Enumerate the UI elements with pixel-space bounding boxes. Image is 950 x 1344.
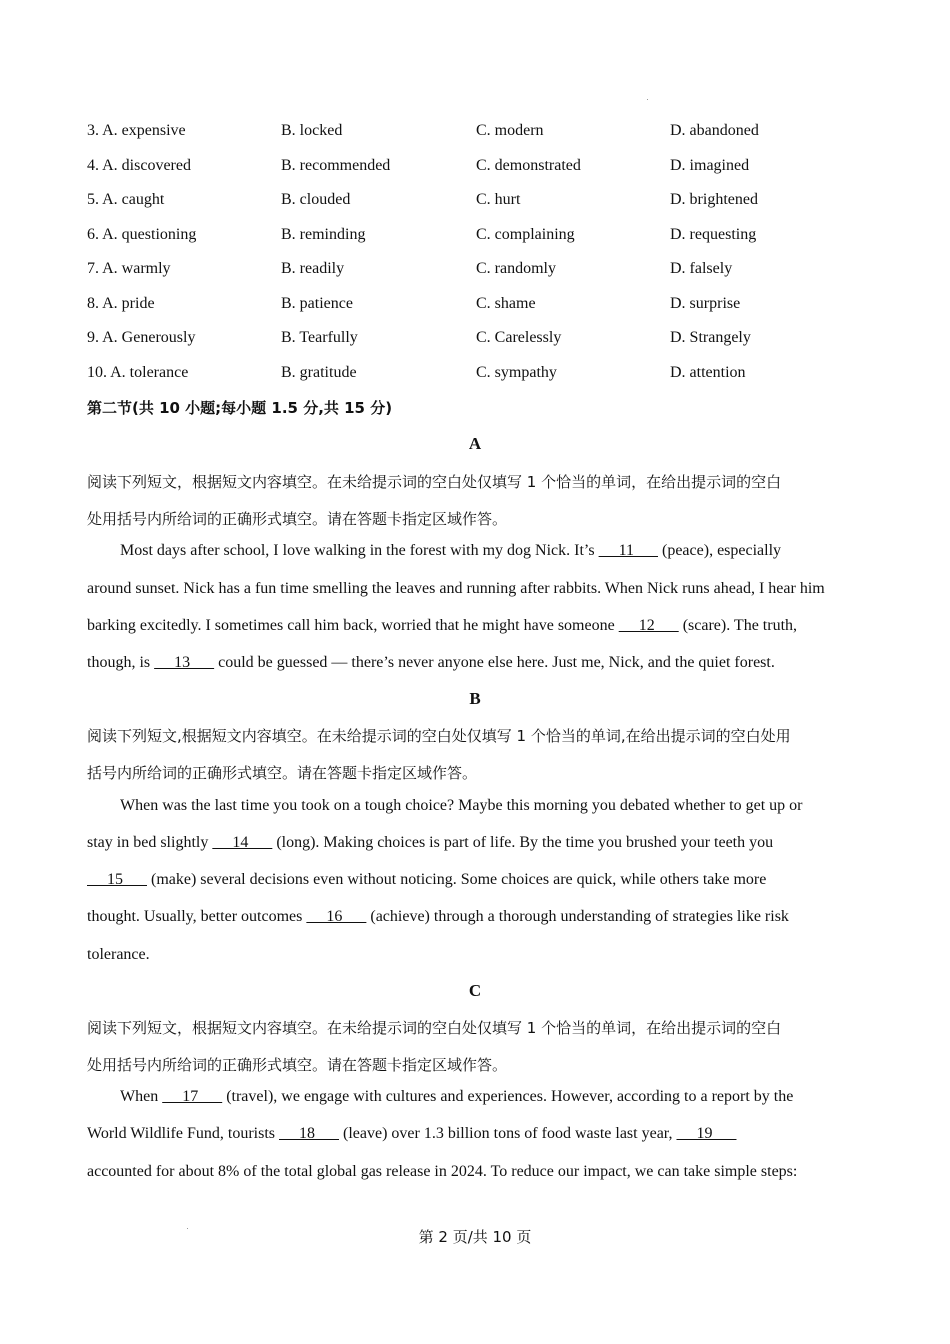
- blank-17[interactable]: 17: [162, 1088, 223, 1105]
- passage-line: thought. Usually, better outcomes 16 (achieve) through a thorough understanding of strategies like risk: [87, 908, 789, 925]
- page-footer: [0, 1226, 950, 1247]
- passage-line: stay in bed slightly 14 (long). Making choices is part of life. By the time you brushed your teeth you: [87, 834, 774, 851]
- page-number: 第 2 页/共 10 页: [418, 1228, 532, 1246]
- option-d: D. requesting: [670, 226, 757, 243]
- option-a: 6. A. questioning: [87, 226, 197, 243]
- passage-line: Most days after school, I love walking in the forest with my dog Nick. It’s 11 (peace), especially: [120, 542, 782, 559]
- blank-11[interactable]: 11: [598, 542, 658, 559]
- option-c: C. Carelessly: [476, 329, 562, 346]
- option-a: 4. A. discovered: [87, 157, 191, 174]
- option-b: B. Tearfully: [281, 329, 358, 346]
- option-c: C. sympathy: [476, 364, 557, 381]
- passage-line: When was the last time you took on a tough choice? Maybe this morning you debated whether to get up or: [120, 797, 803, 814]
- option-c: C. modern: [476, 122, 544, 139]
- instruction-line: 括号内所给词的正确形式填空。请在答题卡指定区域作答。: [87, 764, 478, 782]
- option-a: 9. A. Generously: [87, 329, 196, 346]
- option-b: B. patience: [281, 295, 353, 312]
- option-d: D. abandoned: [670, 122, 759, 139]
- passage-letter-b: B: [469, 689, 481, 708]
- passage-line: World Wildlife Fund, tourists 18 (leave) over 1.3 billion tons of food waste last year, 19: [87, 1125, 737, 1142]
- instruction-line: 阅读下列短文,根据短文内容填空。在未给提示词的空白处仅填写 1 个恰当的单词,在给出提示词的空白处用: [87, 727, 791, 745]
- option-c: C. randomly: [476, 260, 556, 277]
- instruction-line: 阅读下列短文，根据短文内容填空。在未给提示词的空白处仅填写 1 个恰当的单词，在给出提示词的空白: [87, 1019, 782, 1037]
- option-d: D. brightened: [670, 191, 758, 208]
- option-b: B. clouded: [281, 191, 351, 208]
- option-a: 7. A. warmly: [87, 260, 171, 277]
- passage-letter-c: C: [468, 981, 482, 1000]
- scan-dot: [647, 99, 648, 100]
- blank-18[interactable]: 18: [279, 1125, 339, 1142]
- blank-16[interactable]: 16: [306, 908, 367, 925]
- option-b: B. recommended: [281, 157, 391, 174]
- blank-15[interactable]: 15: [87, 871, 147, 888]
- option-d: D. imagined: [670, 157, 750, 174]
- passage-letter-a: A: [468, 434, 482, 453]
- option-c: C. hurt: [476, 191, 521, 208]
- option-c: C. complaining: [476, 226, 575, 243]
- option-d: D. attention: [670, 364, 746, 381]
- option-d: D. Strangely: [670, 329, 751, 346]
- option-d: D. surprise: [670, 295, 741, 312]
- passage-line: though, is 13 could be guessed — there’s never anyone else here. Just me, Nick, and the quiet forest.: [87, 654, 775, 671]
- instruction-line: 处用括号内所给词的正确形式填空。请在答题卡指定区域作答。: [87, 510, 508, 528]
- instruction-line: 阅读下列短文，根据短文内容填空。在未给提示词的空白处仅填写 1 个恰当的单词，在给出提示词的空白: [87, 473, 782, 491]
- blank-19[interactable]: 19: [676, 1125, 737, 1142]
- instruction-line: 处用括号内所给词的正确形式填空。请在答题卡指定区域作答。: [87, 1056, 508, 1074]
- option-b: B. reminding: [281, 226, 366, 243]
- option-a: 8. A. pride: [87, 295, 155, 312]
- blank-14[interactable]: 14: [212, 834, 273, 851]
- passage-line: 15 (make) several decisions even without noticing. Some choices are quick, while others take more: [87, 871, 767, 888]
- blank-13[interactable]: 13: [154, 654, 215, 671]
- option-b: B. locked: [281, 122, 343, 139]
- passage-line: When 17 (travel), we engage with cultures and experiences. However, according to a report by the: [120, 1088, 794, 1105]
- option-a: 5. A. caught: [87, 191, 165, 208]
- option-d: D. falsely: [670, 260, 733, 277]
- passage-line: around sunset. Nick has a fun time smelling the leaves and running after rabbits. When Nick runs ahead, I hear him: [87, 580, 825, 597]
- section-heading: 第二节(共 10 小题;每小题 1.5 分,共 15 分): [87, 399, 393, 417]
- passage-line: tolerance.: [87, 946, 150, 963]
- option-c: C. demonstrated: [476, 157, 581, 174]
- option-b: B. gratitude: [281, 364, 357, 381]
- option-a: 10. A. tolerance: [87, 364, 189, 381]
- option-b: B. readily: [281, 260, 345, 277]
- passage-line: barking excitedly. I sometimes call him back, worried that he might have someone 12 (scare). The truth,: [87, 617, 798, 634]
- blank-12[interactable]: 12: [618, 617, 679, 634]
- passage-line: accounted for about 8% of the total global gas release in 2024. To reduce our impact, we can take simple steps:: [87, 1163, 798, 1180]
- option-c: C. shame: [476, 295, 536, 312]
- option-a: 3. A. expensive: [87, 122, 186, 139]
